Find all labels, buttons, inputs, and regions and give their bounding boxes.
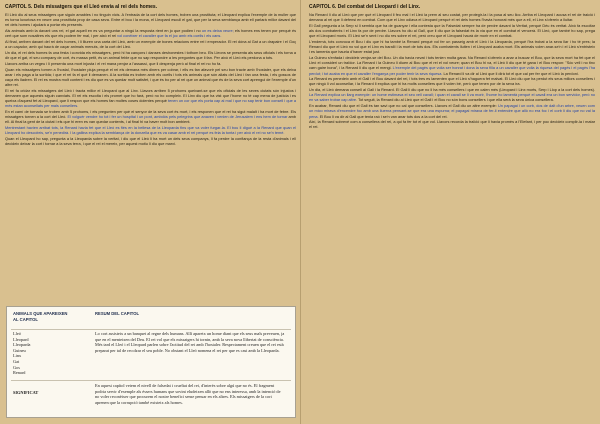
summary-cell <box>95 331 285 353</box>
text-passage: El Gall pregunta a la Serp si li sembla que ha de guanyar i ella contesta que la Falsedat sempre ha de perdre davant la Veritat, perquè Déu és veritat. Això fa escoltar als dos combatents i el Linx fa por de perdre. Llavors ho diu al Gall, que li diu que la falsedat és la via que en el combat el vencerà. El Lleó, que també ho sap, prega que el Lleopard morís. El Lleó se'n sent i no diu res sobre el rei, però creu que el Lleopard haurà de morir en el combat. <box>309 23 595 39</box>
highlighted-passage: El volguér vendre ho tot i fer un hospital i un pont, ambdós pels pelegrins que anaven i venien de Jerusalem i ens hem de tornar <box>66 115 288 120</box>
summary-column-header: RESUM DEL CAPITOL <box>95 311 140 316</box>
text-passage: Quan els missatgers tornen a l'hostal, l'hostaler pluja perquè el rei els demana més diners per cobrar, i ells es fan afavorir pel seu bon tracte amb l'hostaler, que els deixa anar i els paga a la sortida; i que el rei fa el què li demanen. A la sortida es troben amb els ocells i tots els animals que són aliats del Lleó i fan una festa, i els gossos de caça els lladren. El rei es mostra molt content i es diu que es va quedar molt satisfet, i que és bo per al rei que un animal que és de la seva cort aprengui de l'exemple d'un altre rei. <box>5 67 296 87</box>
animal-name: Lleoparda <box>13 342 31 348</box>
animal-name: Lleó <box>13 331 21 336</box>
paragraph <box>5 110 296 125</box>
animal-name: Guineu <box>13 347 26 353</box>
paragraph <box>5 51 296 61</box>
summary-text: Lo cort assisteix a un banquet al regne dels humans. Allí aparetx un home diant que els seus mals preveuen, ja que en el menteixen del Deu. El rei vol que els missatgers hi tornin, amb la seva nova llibertat de consciència. Més tard el Lleó i el Lleopard parlen sobre l'actitud del rei amb l'hostaler. Respectament creuen que el rei està preparat per tal de recolzar el seu poble. No obstant el Lleó nomena el rei per que es casi amb la Lleoparda. <box>95 331 285 353</box>
text-passage: La Guineu s'enfada i decideix venjar-se del Bou. Un dia havia nevat i tots tenien molta gana. Na Renard s'ofereix a anar a buscar el Bou, que la seva mort ha fet que el Lleó el consideri un traïdor. La Renard i la Guineu li diuen al Bou que el rei el vol veure; quan el Bou hi va, el Lleó li diu que té gana i el Bou respon: "Sóc vell i no tinc carn gaire bona", i la Renard li diu que el mengi. <box>309 56 595 71</box>
paragraph <box>309 24 595 39</box>
chapter-6-body <box>309 13 595 131</box>
animal-name: Gos <box>13 364 20 370</box>
text-passage: El rei fa cridar els missatgers del Lleó i tracta millor el Lleopard que al Linx. Llavors arriben 5 prohoms queixant-se que els oficials de les seves ciutats són injustos i demanen que aquests siguin canviats. El rei els escolta i els promet que ho farà, però no ho compleix. El Linx diu que ha vist que l'home no té cap mena de justícia i es queixa d'aquest fet al Lleopard, que li respon que els homes fan moltes coses dolentes perquè <box>5 88 296 104</box>
paragraph <box>5 89 296 110</box>
paragraph <box>309 40 595 55</box>
highlighted-passage: vol conèixer el cavaller que fa el joc amb els ocells i els cans. <box>116 34 222 39</box>
chapter-6-title: CAPITOL 6. Del combat del Lleopard i del Linx. <box>309 4 421 10</box>
animal-name: Renard <box>13 370 26 376</box>
text-passage: Als animals amb la davant uns rei, el gat aquell en es va preguntar a ningú la resposta rient en jo que podien i no <box>5 29 201 34</box>
chapter-5-body <box>5 13 296 147</box>
text-passage: Llavors arriba un vegeu i li presenta una mort injusta i el rei mana penjar a l'assassí, que li despenja però al final el rei no ho fa. <box>5 61 222 66</box>
text-passage: El Bou li va dir al Gall que tenia raó i se'n van anar tots dos a la cort del rei. <box>318 114 448 119</box>
text-passage: En el camí de tornada se troben amb 5 prohoms, i els pregunten per què el senyor de la seva cort és mort, i els responen que el rei ha sigut malalt i ha mort de febre. Els missatgers tornen a la cort del Lleó. <box>5 109 296 120</box>
text-passage: amb ell. Al final la gent de la ciutat i els que hi eren es van quedar contents, i al final hi va haver molt bon ambient. <box>5 115 297 125</box>
significat-cell <box>95 383 285 405</box>
chapter-5-title: CAPITOL 5. Dels missatgers que el Lleó envia al rei dels homes. <box>5 4 158 10</box>
text-passage: Quan el Lleopard ho sap, pregunta a la Lleoparda sobre la veritat, i diu que el Lleó li ha mort un dels seus companys, li fa perdre la confiança de la resta d'animals i ell decideix deixar la cort i tornar a la seva terra, i que el rei el mereix, per aquest motiu li diu que marxi. <box>5 136 296 147</box>
highlighted-passage: L'exemple del pagès que volia ser honrat i dona la seva filla a un cavaller que volia la riquesa del pagès i el pagès l'ha perdut; i tot acaba en que el cavaller l'enganya per poder tenir la seva riquesa. <box>309 66 595 76</box>
paragraph <box>5 68 296 89</box>
paragraph <box>309 104 595 119</box>
animals-list <box>13 331 85 376</box>
text-passage: els homes ens tenen por perquè és cert que som nosaltres els que els podem fer mal, i per això el rei <box>5 29 296 39</box>
highlighted-passage: Un papagai i un corb, dos de dalt d'un arbre, veuen com un mico mirava d'encendre foc amb una lluerna pensant-se que era una espurna; el papagai mirava de fer-li entendre que allò no era foc i el corb li diu que no val la pena. <box>309 104 595 119</box>
highlighted-passage: tenen un cor que els porta cap al mal i que no sap tenir bon consell i que a més estan aconsellats per mals consellers. <box>5 99 297 109</box>
text-passage: La Renard li va dir al Lleó que li dirà tot el que cal per fer que el Lleó la perdoni. <box>442 71 579 76</box>
paragraph <box>5 40 296 50</box>
paragraph <box>5 13 296 28</box>
chapter-summary-table <box>6 306 296 418</box>
highlighted-passage: un es deixa veure; <box>200 29 235 34</box>
text-passage: Així, la Renard sobrevé com a consellera del rei, a qui fa fer tot el que vol. Llavors recorda la traïció que li havia promès a l'Elefant, i per poc decideix complir-la i matar el rei. <box>309 120 595 130</box>
table-divider <box>11 329 291 330</box>
animal-name: Lleopard <box>13 336 29 342</box>
table-divider <box>11 380 291 381</box>
paragraph <box>5 126 296 136</box>
animal-name: Gat <box>13 358 20 364</box>
text-passage: Tot seguit, la Renard diu al Lleó que el Gall i el Bou no són bons consellers i que ella serà la seva única consellera. <box>357 98 554 103</box>
text-passage: La Renard es penedeix amb el Gall i el Bou davant del rei, i tots tres es lamenten que el Lleó s'haguera fet malvat. El Lleó diu que ha perdut els seus millors consellers i que ningú li vol aconsellar, i la Renard li explica que hi ha molts consellers que li volen bé, però que tenen por de la seva ira. <box>309 77 595 87</box>
text-passage: Al final, arriben davant del rei dels homes, i li lliuren una carta del Lleó, amb un exemple de bones relacions entre rei i emperador. El rei dóna al Gat a un drapaire i el Goç a un caçador, amb qui haurà de caçar animals menuts, de la cort del Lleó. <box>5 39 296 50</box>
paragraph <box>309 88 595 103</box>
paragraph <box>309 56 595 77</box>
highlighted-passage: La Renard explica un llarg exemple: un home estimava el seu vell cavall; i quan el cavall se li va morir, l'home ho lamentà perquè el cavall era un bon servidor, però no en va saber trobar cap altre. <box>309 93 595 103</box>
animal-name: Linx <box>13 353 22 359</box>
text-passage: En acabar, Renard diu que el Gall és tan savi que no cal que consellers. Llavors el Gall diu un altre exemple: <box>309 104 497 109</box>
text-passage: Na Renard li diu al Lleó que per què el Lleopard li feu mal i el Lleó la prem al seu costat, per protegir-la i la posa al seu lloc. Arriba el Lleopard i acusa el rei de traició i demana al rei que li defensi en combat. Com que el Linx odiava el Lleopard perquè el rei dels homes l'havia honorat més que a ell, el Linx s'ofereix a lluitar. <box>309 13 595 23</box>
paragraph <box>5 62 296 67</box>
paragraph <box>309 77 595 87</box>
paragraph <box>5 137 296 147</box>
right-page <box>300 0 600 424</box>
text-passage: Un dia, el rei dels homes fa una festa i convida els missatgers, però hi ha cançons i danses deshonestes i tothom beu. Els Lleons se presenta als seus oficials i els torna a dir que el gat, el seu company de cort, és massa petit, és un animal feble que no sap respondre a les preguntes que li fan. Per això el Lleó els perdona a tots. <box>5 50 296 61</box>
animals-column-header: ANIMALS QUE APAREIXEN AL CAPITOL <box>13 311 68 322</box>
text-passage: L'endemà, tots convoca el Bou i diu que hi ha també la Renard perquè vol fer un passeig amb el Lleó i la Lleoparda, perquè l'ha trobat a la seva llar i ho té pres; la Renard diu que el Lleó no vol que el Linx es barallí i la mort de tots dos. Els combatents lluiten i el Lleopard acaba mort. Els animals volen anar-se'n i el Lleó s'entristeix i es lamenta que hauria d'haver estat just. <box>309 39 595 55</box>
paragraph <box>309 13 595 23</box>
text-passage: Un dia, el Lleó demana consell al Gall i la Renard. El Gall li diu que no li ha més consellers i que en calen més (Lleopard i Linx morts, Serp i Llop a la cort dels homes). <box>309 88 595 93</box>
paragraph <box>5 29 296 39</box>
highlighted-passage: Mentrestant havien arribat tots, la Renard havia fet que el Lleó es fiés en la bellesa de la Lleoparda fins que va voler furgar-la. El bou li diguè a la Renard que quan el Lleopard ho descobrís, se'n penedirà. I la gallina explica la semblança de la donzella que es va casar amb el rei perquè es feia la tonta i per això el rei no se'n temé. <box>5 126 296 136</box>
paragraph <box>309 120 595 130</box>
significat-text: En aquest capítol veiem el nivell de falsedat i crueltat del rei, d'interès sobre algú que no és. El fragment podria servir d'exemple als éssers humans que sovint eludeixen allò que no ens interessa, amb la intenció de no voler reconèixer que procurem el nostre benefici sense pensar en els altres. Els missatgers de la cort aprenen que la corrupció també existeix als homes. <box>95 383 281 405</box>
significat-label: SIGNIFICAT <box>13 390 39 395</box>
text-passage: El Lleó diu al seus missatgers que siguin amables i no tinguin vicis. A l'entrada de la cort dels homes, troben una prostituta; el Lleopard explica l'exemple de la muller que es torna luxuriosa en veure una prostituta prop de casa seva. Entre el bou i la mona, el Lleopard escull el gat, que per la seva semblança amb ell parlarà millor davant del rei dels homes i ajudarà a portar els presents. <box>5 13 296 28</box>
